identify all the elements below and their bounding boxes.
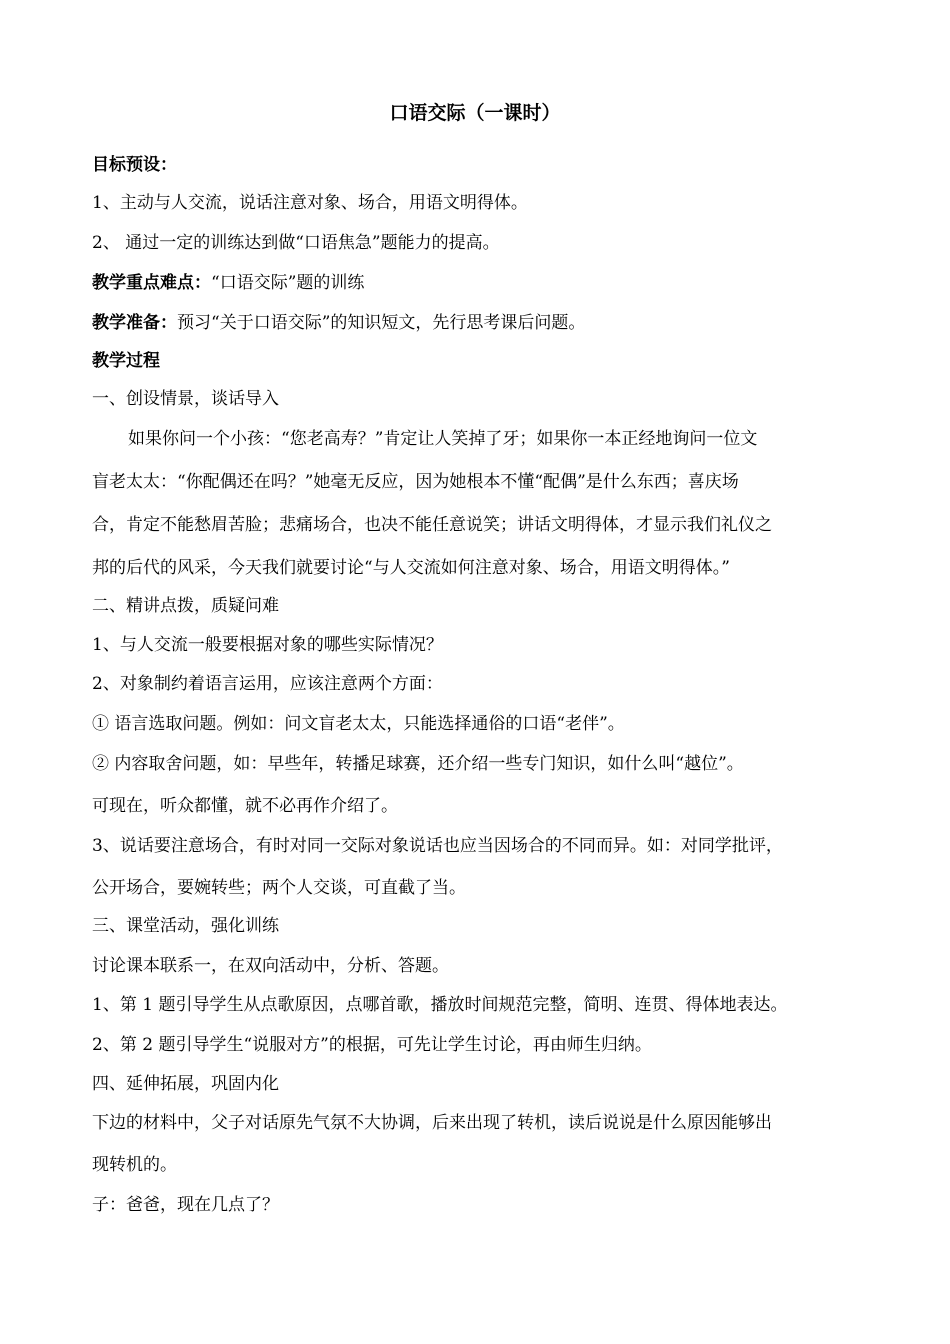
section-1-paragraph-line: 合，肯定不能愁眉苦脸；悲痛场合，也决不能任意说笑；讲话文明得体，才显示我们礼仪之 xyxy=(92,515,772,535)
preparation-label: 教学准备： xyxy=(92,313,177,333)
section-2-item-3-line: 公开场合，要婉转些；两个人交谈，可直截了当。 xyxy=(92,878,466,898)
key-points-text: “口语交际”题的训练 xyxy=(211,273,365,293)
section-1-paragraph-line: 邦的后代的风采，今天我们就要讨论“与人交流如何注意对象、场合，用语文明得体。” xyxy=(92,558,730,578)
dialog-line: 子：爸爸，现在几点了？ xyxy=(92,1195,279,1215)
section-3-item-1: 1、第 1 题引导学生从点歌原因，点哪首歌，播放时间规范完整，简明、连贯、得体地表达。 xyxy=(92,995,788,1015)
key-points-line xyxy=(92,271,364,295)
section-2-item-2a: ① 语言选取问题。例如：问文盲老太太，只能选择通俗的口语“老伴”。 xyxy=(92,714,625,734)
section-3-heading: 三、课堂活动，强化训练 xyxy=(92,916,279,936)
goal-item-2: 2、 通过一定的训练达到做“口语焦急”题能力的提高。 xyxy=(92,233,500,253)
section-4-paragraph-line: 现转机的。 xyxy=(92,1155,177,1175)
section-2-item-2: 2、对象制约着语言运用，应该注意两个方面： xyxy=(92,674,443,694)
section-1-heading: 一、创设情景，谈话导入 xyxy=(92,389,279,409)
goals-heading: 目标预设： xyxy=(92,155,177,175)
section-2-item-2b-line: 可现在，听众都懂，就不必再作介绍了。 xyxy=(92,796,398,816)
section-4-paragraph-line: 下边的材料中，父子对话原先气氛不大协调，后来出现了转机，读后说说是什么原因能够出 xyxy=(92,1113,772,1133)
page-title: 口语交际（一课时） xyxy=(389,102,561,124)
process-heading: 教学过程 xyxy=(92,351,160,371)
section-1-paragraph-line: 盲老太太：“你配偶还在吗？”她毫无反应，因为她根本不懂“配偶”是什么东西；喜庆场 xyxy=(92,472,739,492)
section-3-item-2: 2、第 2 题引导学生“说服对方”的根据，可先让学生讨论，再由师生归纳。 xyxy=(92,1035,652,1055)
preparation-text: 预习“关于口语交际”的知识短文，先行思考课后问题。 xyxy=(177,313,586,333)
section-4-heading: 四、延伸拓展，巩固内化 xyxy=(92,1074,279,1094)
section-2-item-3-line: 3、说话要注意场合，有时对同一交际对象说话也应当因场合的不同而异。如：对同学批评， xyxy=(92,836,783,856)
section-3-intro: 讨论课本联系一，在双向活动中，分析、答题。 xyxy=(92,956,449,976)
goal-item-1: 1、主动与人交流，说话注意对象、场合，用语文明得体。 xyxy=(92,193,528,213)
section-2-item-1: 1、与人交流一般要根据对象的哪些实际情况？ xyxy=(92,635,443,655)
section-2-heading: 二、精讲点拨，质疑问难 xyxy=(92,596,279,616)
section-1-paragraph-line: 如果你问一个小孩：“您老高寿？”肯定让人笑掉了牙；如果你一本正经地询问一位文 xyxy=(128,429,758,449)
section-2-item-2b-line: ② 内容取舍问题，如：早些年，转播足球赛，还介绍一些专门知识，如什么叫“越位”。 xyxy=(92,754,744,774)
key-points-label: 教学重点难点： xyxy=(92,273,211,293)
preparation-line xyxy=(92,311,585,335)
